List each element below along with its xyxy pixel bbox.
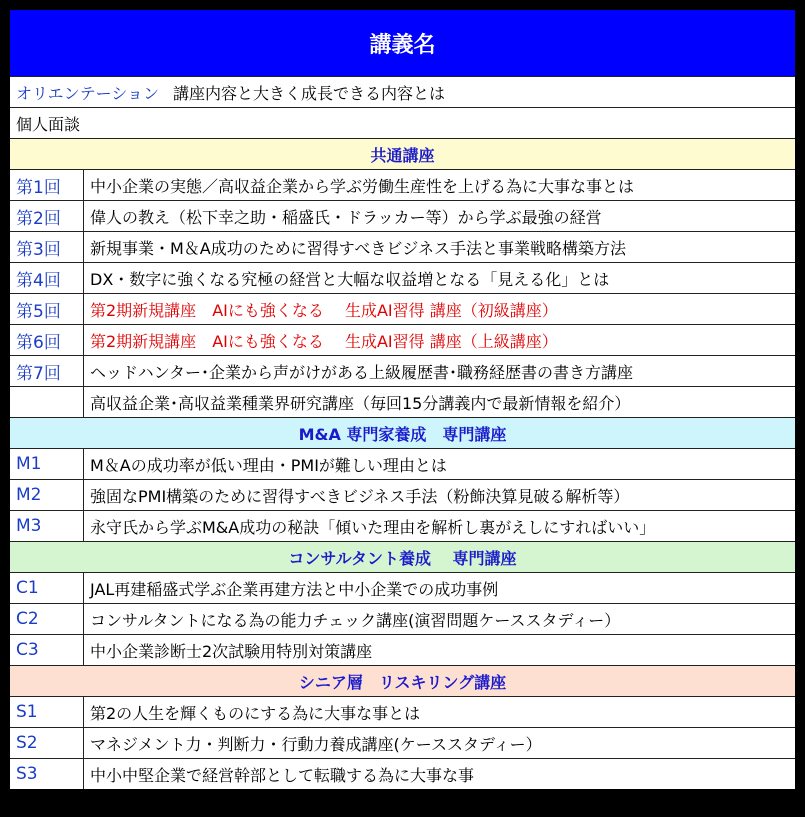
course-title xyxy=(84,573,795,603)
section-ma-title: M&A 専門家養成 専門講座 xyxy=(298,424,507,444)
course-title-text: ヘッドハンター･企業から声がけがある上級履歴書･職務経歴書の書き方講座 xyxy=(90,362,634,382)
section-consultant xyxy=(10,541,795,572)
course-code: 第3回 xyxy=(10,232,84,262)
orientation-row xyxy=(10,76,795,107)
course-title xyxy=(84,232,795,262)
course-code: 第7回 xyxy=(10,356,84,386)
course-title xyxy=(84,294,795,324)
common-course-row xyxy=(10,355,795,386)
section-common xyxy=(10,138,795,169)
course-title xyxy=(84,604,795,634)
common-course-row xyxy=(10,386,795,417)
course-title-text: 偉人の教え（松下幸之助・稲盛氏・ドラッカー等）から学ぶ最強の経営 xyxy=(90,207,602,227)
course-title-text: 高収益企業･高収益業種業界研究講座（毎回15分講義内で最新情報を紹介） xyxy=(90,393,631,413)
common-course-row xyxy=(10,324,795,355)
common-course-row xyxy=(10,262,795,293)
course-title xyxy=(84,511,795,541)
section-common-title: 共通講座 xyxy=(370,145,435,165)
course-title-text: 新規事業・M＆A成功のために習得すべきビジネス手法と事業戦略構築方法 xyxy=(90,238,626,258)
table-title: 講義名 xyxy=(369,32,436,58)
course-code: 第2回 xyxy=(10,201,84,231)
ma-course-row xyxy=(10,479,795,510)
new-course-prefix: 第2期新規講座 xyxy=(90,331,197,351)
course-table xyxy=(10,10,795,789)
course-code: M3 xyxy=(10,511,84,541)
course-title xyxy=(84,697,795,727)
course-title-text: M＆Aの成功率が低い理由・PMIが難しい理由とは xyxy=(90,455,447,475)
course-title-text: マネジメント力・判断力・行動力養成講座(ケーススタディー） xyxy=(90,734,542,754)
course-title-text: 中小企業診断士2次試験用特別対策講座 xyxy=(90,641,373,661)
course-code: 第6回 xyxy=(10,325,84,355)
course-title-text: JAL再建稲盛式学ぶ企業再建方法と中小企業での成功事例 xyxy=(90,579,499,599)
course-code: M2 xyxy=(10,480,84,510)
course-title xyxy=(84,728,795,758)
senior-course-row xyxy=(10,727,795,758)
section-ma xyxy=(10,417,795,448)
course-title xyxy=(84,449,795,479)
course-title xyxy=(84,759,795,789)
course-code: C1 xyxy=(10,573,84,603)
section-senior-title: シニア層 リスキリング講座 xyxy=(298,672,507,692)
course-title-text: AIにも強くなる 生成AI習得 講座（初級講座） xyxy=(196,300,558,320)
course-code: S1 xyxy=(10,697,84,727)
course-code: 第5回 xyxy=(10,294,84,324)
course-code xyxy=(10,387,84,417)
common-course-row xyxy=(10,169,795,200)
course-code: 第4回 xyxy=(10,263,84,293)
course-code: S3 xyxy=(10,759,84,789)
ma-course-row xyxy=(10,510,795,541)
course-code: C3 xyxy=(10,635,84,665)
consultant-rows xyxy=(10,572,795,665)
course-title xyxy=(84,170,795,200)
table-header xyxy=(10,10,795,76)
ma-course-row xyxy=(10,448,795,479)
senior-rows xyxy=(10,696,795,789)
course-title-text: 中小中堅企業で経営幹部として転職する為に大事な事 xyxy=(90,765,475,785)
new-course-prefix: 第2期新規講座 xyxy=(90,300,197,320)
course-title-text: 第2の人生を輝くものにする為に大事な事とは xyxy=(90,703,421,723)
course-code: M1 xyxy=(10,449,84,479)
consultant-course-row xyxy=(10,634,795,665)
course-title xyxy=(84,263,795,293)
consultant-course-row xyxy=(10,603,795,634)
course-title-text: DX・数字に強くなる究極の経営と大幅な収益増となる「見える化」とは xyxy=(90,269,610,289)
consultant-course-row xyxy=(10,572,795,603)
course-code: S2 xyxy=(10,728,84,758)
orientation-label: オリエンテーション xyxy=(16,83,160,103)
course-title-text: 中小企業の実態／高収益企業から学ぶ労働生産性を上げる為に大事な事とは xyxy=(90,176,635,196)
section-consultant-title: コンサルタント養成 専門講座 xyxy=(288,548,517,568)
course-title xyxy=(84,325,795,355)
senior-course-row xyxy=(10,758,795,789)
common-course-row xyxy=(10,293,795,324)
course-title xyxy=(84,635,795,665)
section-senior xyxy=(10,665,795,696)
common-course-row xyxy=(10,231,795,262)
course-title-text: コンサルタントになる為の能力チェック講座(演習問題ケーススタディー） xyxy=(90,610,621,630)
course-title-text: 永守氏から学ぶM&A成功の秘訣「傾いた理由を解析し裏がえしにすればいい」 xyxy=(90,517,656,537)
ma-rows xyxy=(10,448,795,541)
course-title-text: 強固なPMI構築のために習得すべきビジネス手法（粉飾決算見破る解析等） xyxy=(90,486,630,506)
orientation-text: 講座内容と大きく成長できる内容とは xyxy=(173,83,446,103)
course-title xyxy=(84,356,795,386)
common-course-row xyxy=(10,200,795,231)
interview-text: 個人面談 xyxy=(16,114,81,134)
senior-course-row xyxy=(10,696,795,727)
course-code: C2 xyxy=(10,604,84,634)
course-title xyxy=(84,387,795,417)
course-code: 第1回 xyxy=(10,170,84,200)
course-title xyxy=(84,201,795,231)
course-title xyxy=(84,480,795,510)
course-title-text: AIにも強くなる 生成AI習得 講座（上級講座） xyxy=(196,331,558,351)
interview-row xyxy=(10,107,795,138)
common-rows xyxy=(10,169,795,417)
